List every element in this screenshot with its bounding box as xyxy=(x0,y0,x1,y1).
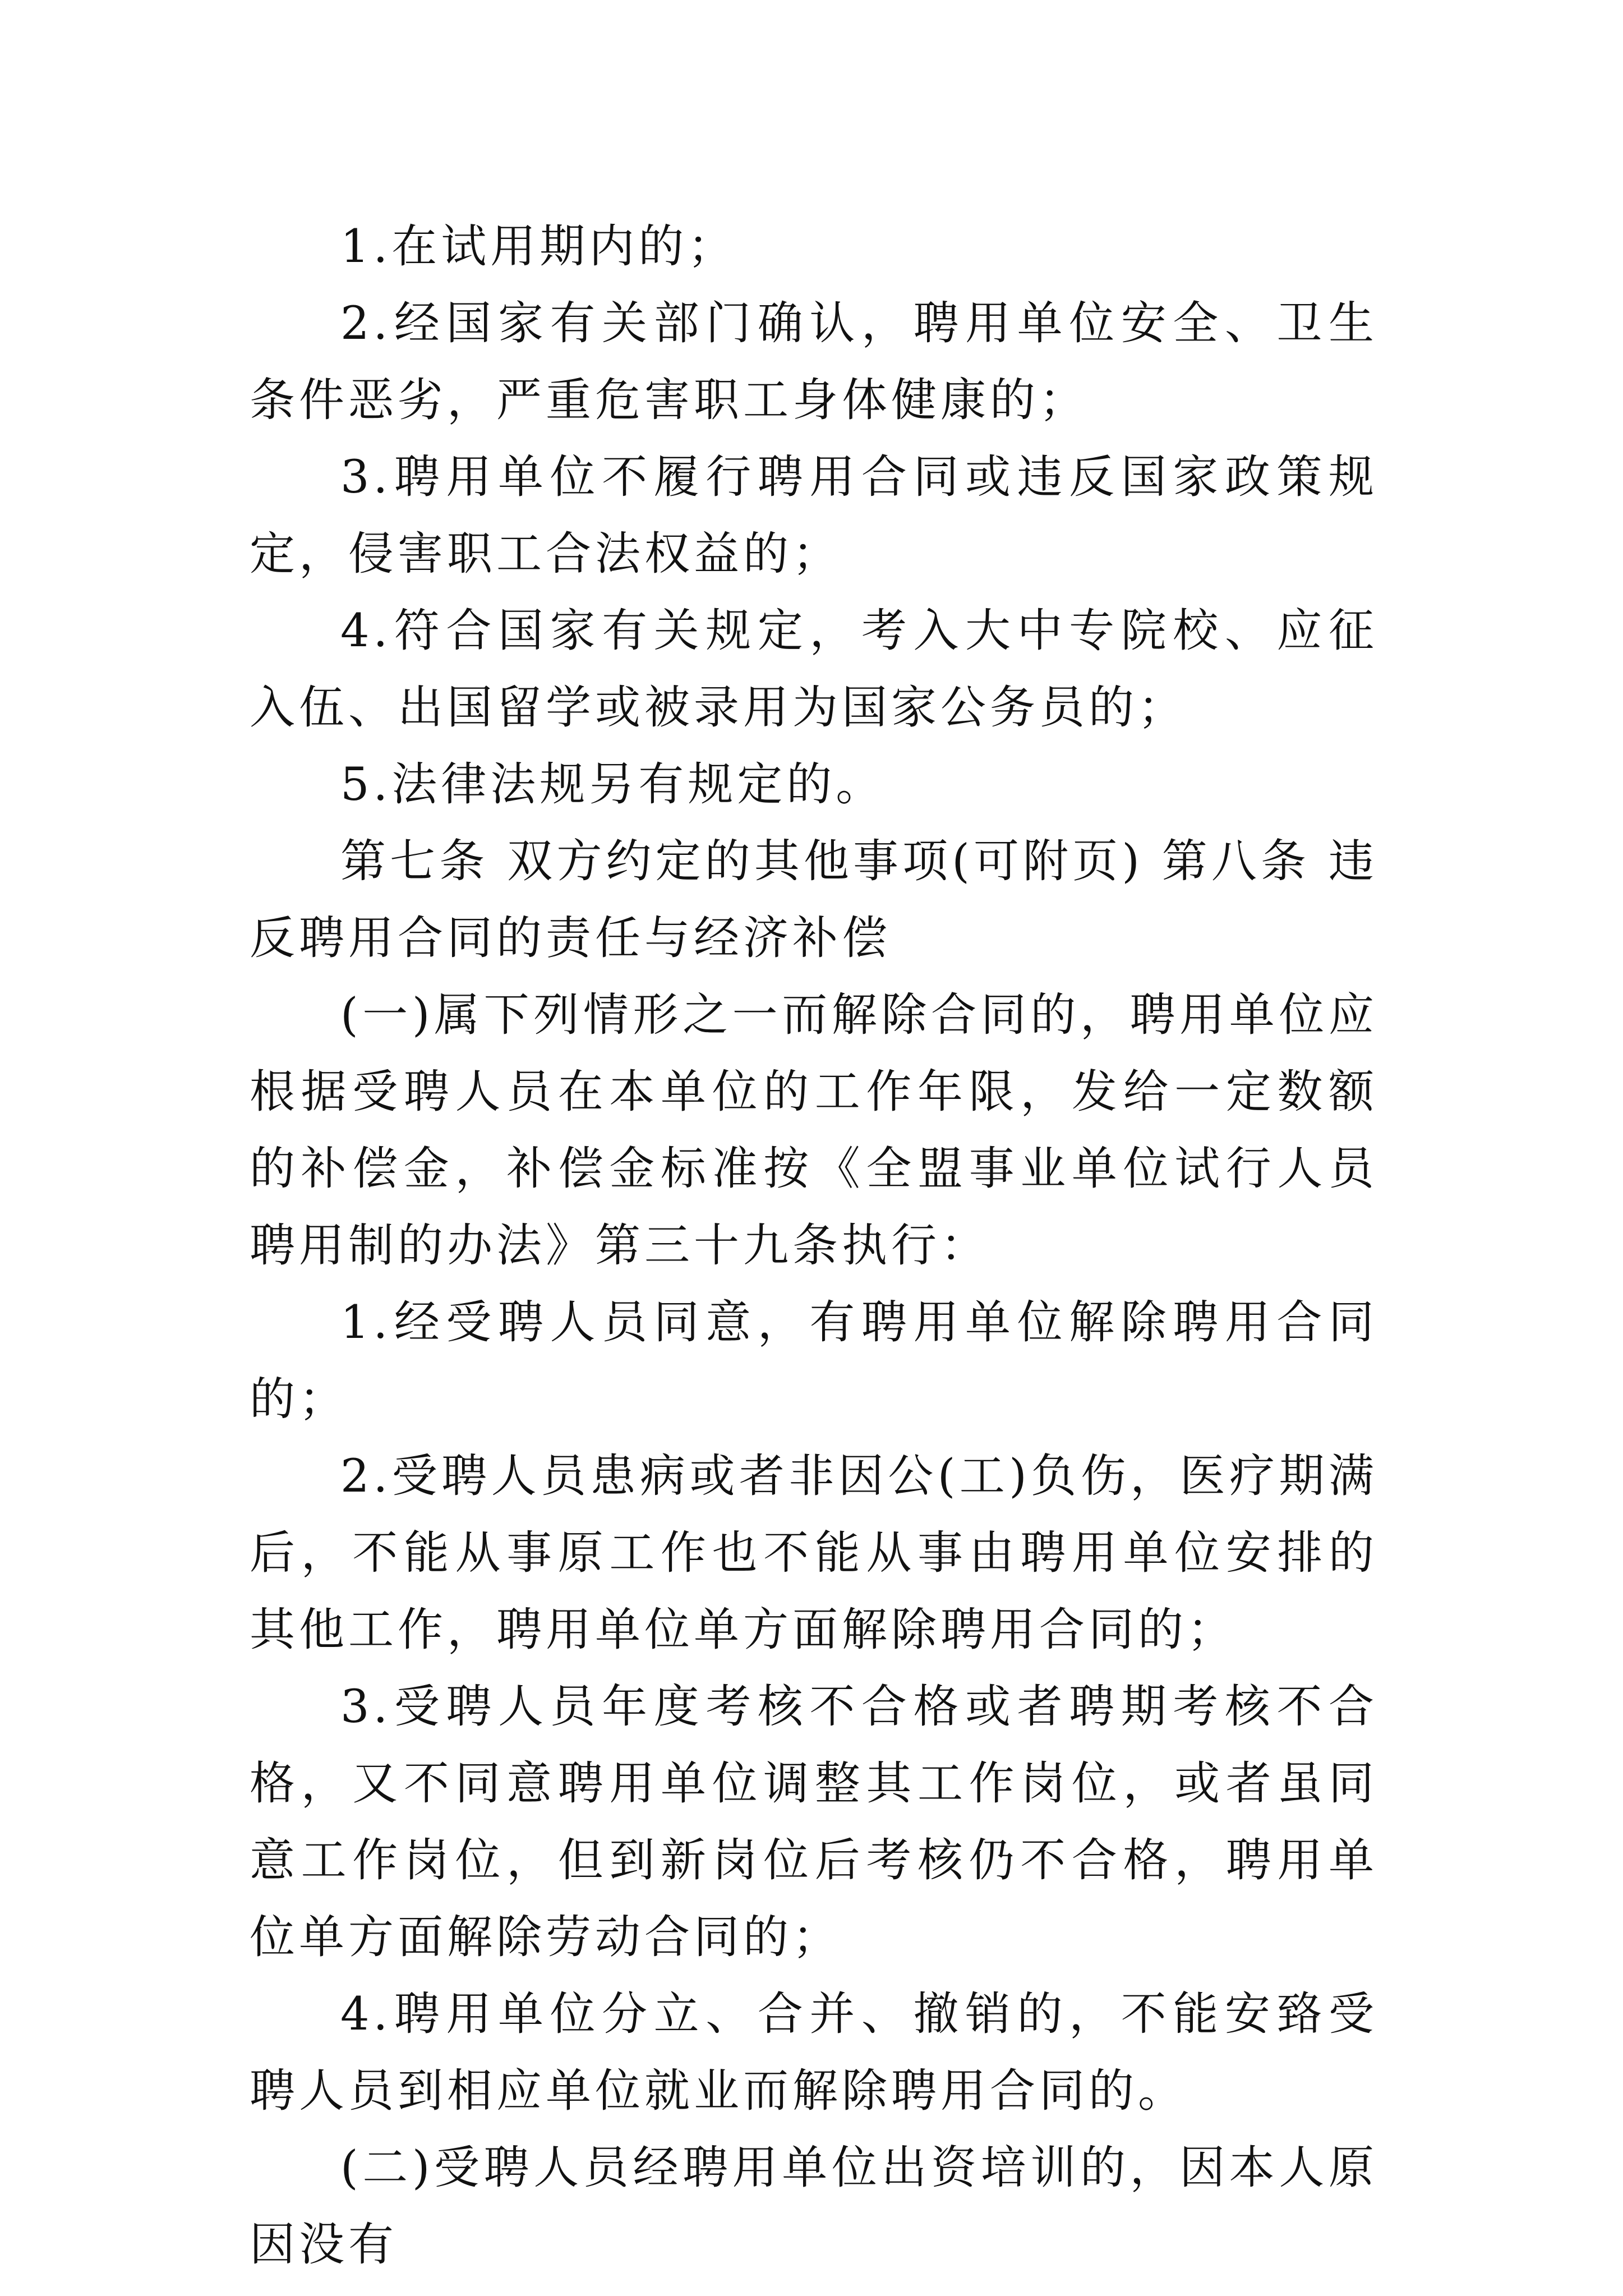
article-heading-7-8: 第七条 双方约定的其他事项(可附页) 第八条 违反聘用合同的责任与经济补偿 xyxy=(250,835,1378,965)
document-body xyxy=(250,209,1378,2284)
paragraph-item-5: 5.法律法规另有规定的。 xyxy=(340,758,886,811)
clause-one-item-1: 1.经受聘人员同意，有聘用单位解除聘用合同的； xyxy=(250,1296,1378,1426)
clause-one-item-3: 3.受聘人员年度考核不合格或者聘期考核不合格，又不同意聘用单位调整其工作岗位，或者虽同意工作岗位，但到新岗位后考核仍不合格，聘用单位单方面解除劳动合同的； xyxy=(250,1681,1378,1964)
clause-two: (二)受聘人员经聘用单位出资培训的，因本人原因没有 xyxy=(250,2142,1378,2271)
clause-one-item-4: 4.聘用单位分立、合并、撤销的，不能安臵受聘人员到相应单位就业而解除聘用合同的。 xyxy=(250,1988,1378,2118)
paragraph-item-2: 2.经国家有关部门确认，聘用单位安全、卫生条件恶劣，严重危害职工身体健康的； xyxy=(250,297,1378,427)
clause-one: (一)属下列情形之一而解除合同的，聘用单位应根据受聘人员在本单位的工作年限，发给一定数额的补偿金，补偿金标准按《全盟事业单位试行人员聘用制的办法》第三十九条执行： xyxy=(250,989,1378,1272)
paragraph-item-3: 3.聘用单位不履行聘用合同或违反国家政策规定，侵害职工合法权益的； xyxy=(250,451,1378,581)
clause-one-item-2: 2.受聘人员患病或者非因公(工)负伤，医疗期满后，不能从事原工作也不能从事由聘用单位安排的其他工作，聘用单位单方面解除聘用合同的； xyxy=(250,1450,1378,1657)
paragraph-item-4: 4.符合国家有关规定，考入大中专院校、应征入伍、出国留学或被录用为国家公务员的； xyxy=(250,605,1378,734)
paragraph-item-1: 1.在试用期内的； xyxy=(340,220,737,273)
